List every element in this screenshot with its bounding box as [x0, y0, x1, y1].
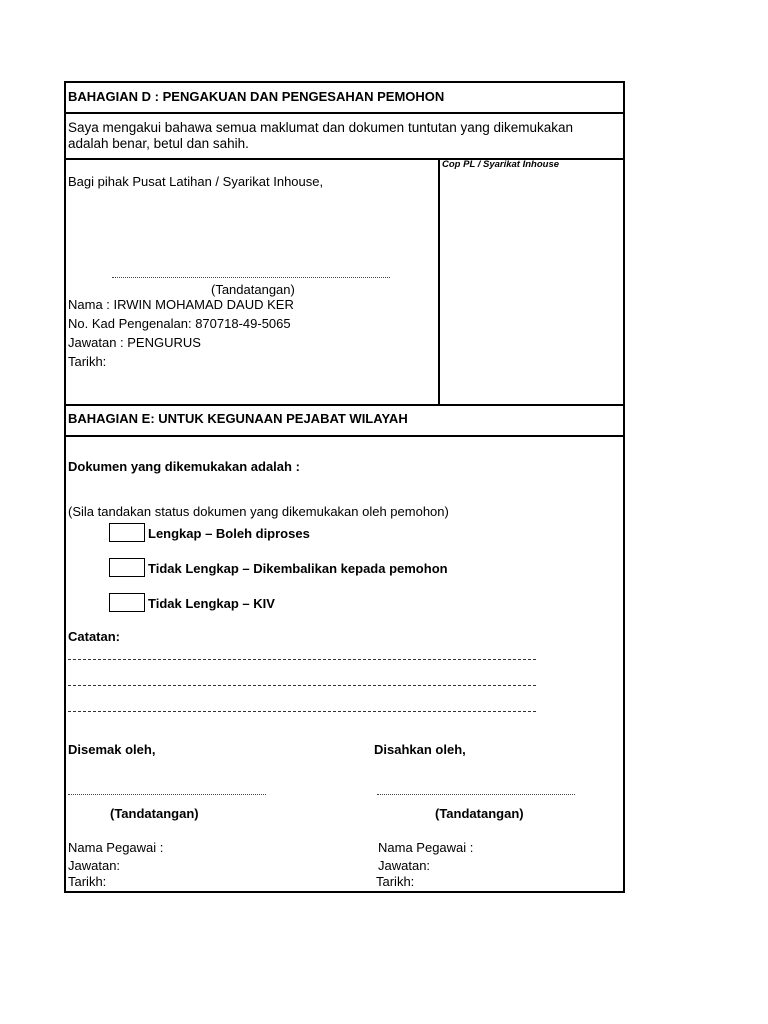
reviewer-officer-name: Nama Pegawai : — [68, 840, 164, 855]
option-incomplete-return-label: Tidak Lengkap – Dikembalikan kepada pemohon — [148, 561, 448, 576]
row-divider-1 — [64, 112, 624, 114]
notes-label: Catatan: — [68, 629, 121, 644]
reviewer-position: Jawatan: — [68, 858, 121, 873]
declaration-line-2: adalah benar, betul dan sahih. — [68, 136, 249, 151]
section-d-title: BAHAGIAN D : PENGAKUAN DAN PENGESAHAN PEMOHON — [68, 89, 445, 104]
applicant-date: Tarikh: — [68, 354, 107, 369]
option-incomplete-kiv-label: Tidak Lengkap – KIV — [148, 596, 275, 611]
applicant-name: Nama : IRWIN MOHAMAD DAUD KER — [68, 297, 294, 312]
applicant-ic-number: No. Kad Pengenalan: 870718-49-5065 — [68, 316, 291, 331]
declaration-line-1: Saya mengakui bahawa semua maklumat dan dokumen tuntutan yang dikemukakan — [68, 120, 574, 135]
checkbox-complete[interactable] — [109, 523, 145, 542]
applicant-signature-caption: (Tandatangan) — [211, 282, 295, 297]
reviewer-signature-line — [68, 794, 266, 795]
section-e-title: BAHAGIAN E: UNTUK KEGUNAAN PEJABAT WILAYAH — [68, 411, 408, 426]
behalf-label: Bagi pihak Pusat Latihan / Syarikat Inhouse, — [68, 174, 324, 189]
approver-signature-caption: (Tandatangan) — [435, 806, 524, 821]
approver-date: Tarikh: — [376, 874, 415, 889]
applicant-signature-line — [112, 277, 390, 278]
approver-position: Jawatan: — [378, 858, 431, 873]
checkbox-incomplete-return[interactable] — [109, 558, 145, 577]
form-border-bottom — [64, 891, 625, 893]
form-border-top — [64, 81, 624, 83]
form-border-left — [64, 81, 66, 892]
applicant-position: Jawatan : PENGURUS — [68, 335, 201, 350]
row-divider-4 — [64, 435, 624, 437]
documents-heading: Dokumen yang dikemukakan adalah : — [68, 459, 300, 474]
reviewer-date: Tarikh: — [68, 874, 107, 889]
notes-line-3[interactable] — [68, 711, 536, 712]
approver-signature-line — [377, 794, 575, 795]
notes-line-1[interactable] — [68, 659, 536, 660]
reviewed-by-label: Disemak oleh, — [68, 742, 156, 757]
approved-by-label: Disahkan oleh, — [374, 742, 466, 757]
notes-line-2[interactable] — [68, 685, 536, 686]
option-complete-label: Lengkap – Boleh diproses — [148, 526, 310, 541]
row-divider-3 — [64, 404, 624, 406]
stamp-label: Cop PL / Syarikat Inhouse — [442, 159, 560, 170]
form-border-right — [623, 81, 625, 892]
approver-officer-name: Nama Pegawai : — [378, 840, 474, 855]
reviewer-signature-caption: (Tandatangan) — [110, 806, 199, 821]
checkbox-incomplete-kiv[interactable] — [109, 593, 145, 612]
instruction-text: (Sila tandakan status dokumen yang dikemukakan oleh pemohon) — [68, 504, 449, 519]
stamp-column-divider — [438, 158, 440, 405]
